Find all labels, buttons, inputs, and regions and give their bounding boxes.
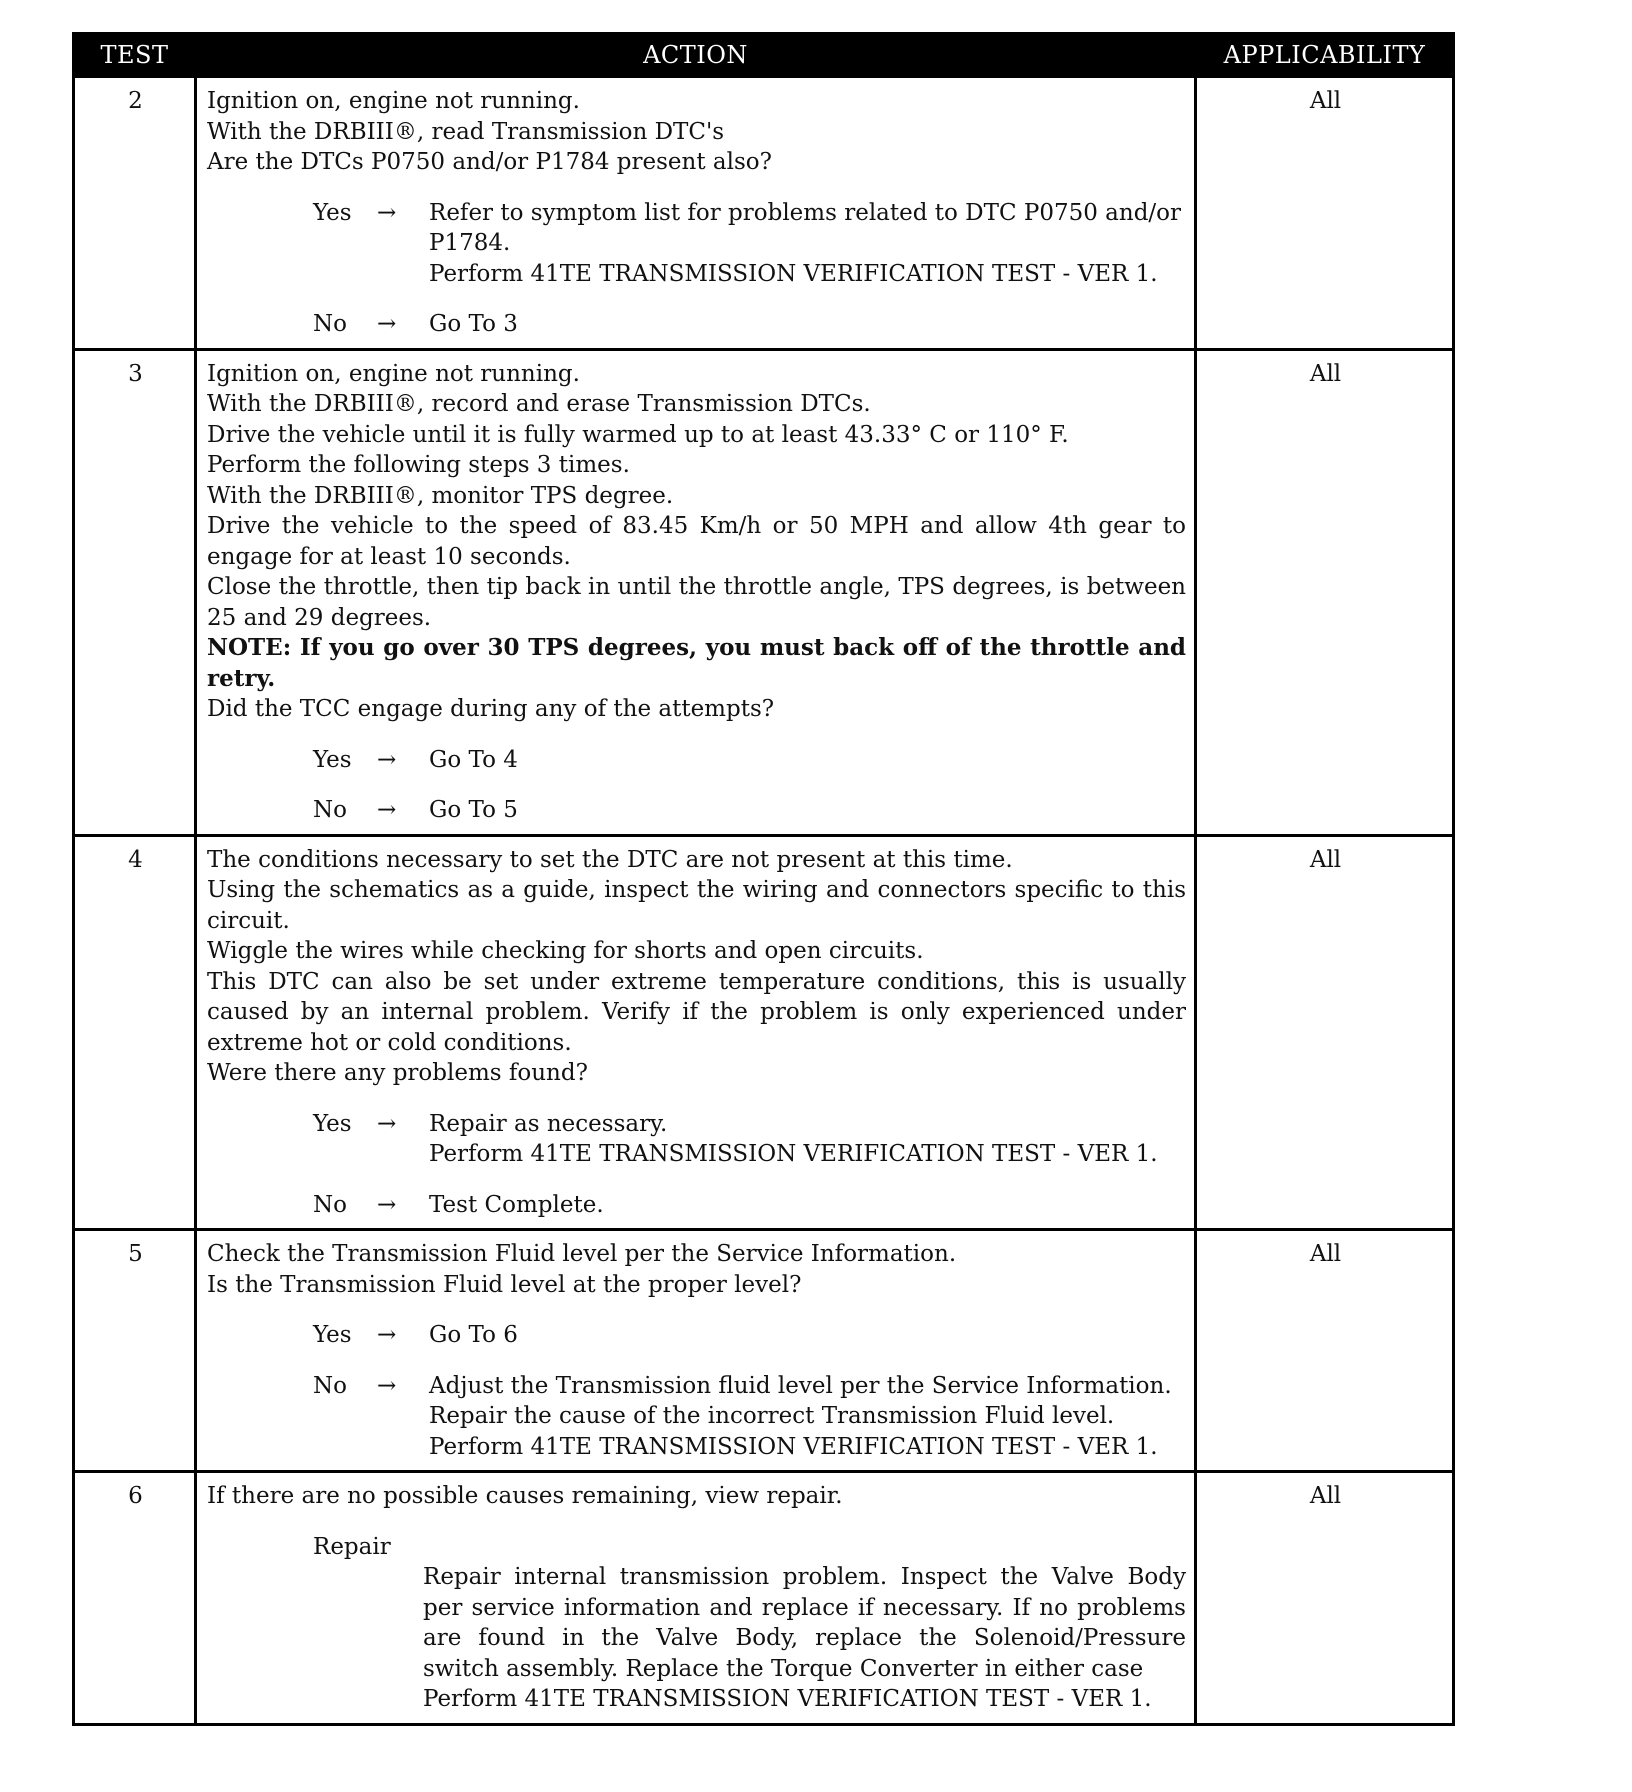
branch-line: Go To 4 — [429, 746, 518, 773]
yes-branch — [207, 745, 1186, 776]
test-row-4 — [74, 835, 1454, 1230]
no-branch — [207, 1371, 1186, 1463]
branch-line: Go To 6 — [429, 1322, 518, 1348]
header-applicability: APPLICABILITY — [1196, 34, 1454, 77]
action-line: Are the DTCs P0750 and/or P1784 present also? — [207, 149, 772, 175]
branch-line: Perform 41TE TRANSMISSION VERIFICATION TEST - VER 1. — [429, 1433, 1158, 1460]
action-line: Using the schematics as a guide, inspect the wiring and connectors specific to this circuit. — [207, 877, 1186, 934]
action-line: The conditions necessary to set the DTC are not present at this time. — [207, 846, 1013, 873]
no-label: No — [313, 311, 347, 337]
diagnostic-test-table — [72, 32, 1455, 1726]
yes-label: Yes — [313, 199, 352, 226]
branch-line: Test Complete. — [429, 1191, 604, 1218]
arrow-icon: → — [377, 797, 397, 823]
question-text: Did the TCC engage during any of the attempts? — [207, 696, 775, 722]
branch-line: Perform 41TE TRANSMISSION VERIFICATION TEST - VER 1. — [429, 260, 1158, 287]
yes-branch — [207, 1109, 1186, 1170]
header-action: ACTION — [196, 34, 1196, 77]
test-row-2 — [74, 77, 1454, 350]
note-text: NOTE: If you go over 30 TPS degrees, you must back off of the throttle and retry. — [207, 634, 1186, 692]
branch-line: Repair the cause of the incorrect Transmission Fluid level. — [429, 1403, 1115, 1429]
yes-branch — [207, 198, 1186, 290]
test-number: 4 — [74, 835, 196, 1230]
test-row-5 — [74, 1230, 1454, 1472]
repair-line: Repair internal transmission problem. Inspect the Valve Body per service information and replace if necessary. If no problems are found in the Valve Body, replace the Solenoid/Pressure switch assembly. Replace the Torque Converter in either case — [423, 1564, 1186, 1682]
action-line: Check the Transmission Fluid level per the Service Information. — [207, 1241, 957, 1267]
action-cell — [196, 77, 1196, 350]
table-header-row — [74, 34, 1454, 77]
arrow-icon: → — [377, 199, 397, 226]
yes-label: Yes — [313, 1322, 352, 1348]
header-test: TEST — [74, 34, 196, 77]
no-branch — [207, 1190, 1186, 1221]
applicability-value: All — [1196, 77, 1454, 350]
no-branch — [207, 795, 1186, 826]
action-cell — [196, 349, 1196, 835]
yes-branch — [207, 1320, 1186, 1351]
action-line: Close the throttle, then tip back in until the throttle angle, TPS degrees, is between 25 and 29 degrees. — [207, 574, 1186, 631]
applicability-value: All — [1196, 1472, 1454, 1725]
test-number: 3 — [74, 349, 196, 835]
yes-label: Yes — [313, 1110, 352, 1137]
action-line: Ignition on, engine not running. — [207, 88, 580, 114]
action-line: Ignition on, engine not running. — [207, 360, 580, 387]
repair-line: Perform 41TE TRANSMISSION VERIFICATION TEST - VER 1. — [423, 1686, 1152, 1712]
yes-label: Yes — [313, 746, 352, 773]
action-cell — [196, 835, 1196, 1230]
applicability-value: All — [1196, 349, 1454, 835]
action-line: Perform the following steps 3 times. — [207, 452, 630, 478]
branch-line: Refer to symptom list for problems related to DTC P0750 and/or P1784. — [429, 199, 1182, 256]
branch-line: Perform 41TE TRANSMISSION VERIFICATION TEST - VER 1. — [429, 1141, 1158, 1167]
no-branch — [207, 309, 1186, 340]
arrow-icon: → — [377, 1110, 397, 1137]
test-row-3 — [74, 349, 1454, 835]
action-line: With the DRBIII®, record and erase Transmission DTCs. — [207, 391, 871, 417]
action-line: Wiggle the wires while checking for shorts and open circuits. — [207, 938, 924, 964]
arrow-icon: → — [377, 746, 397, 773]
no-label: No — [313, 1372, 347, 1399]
arrow-icon: → — [377, 1191, 397, 1218]
repair-label: Repair — [313, 1533, 391, 1560]
arrow-icon: → — [377, 311, 397, 337]
action-line: This DTC can also be set under extreme temperature conditions, this is usually caused by an internal problem. Verify if the problem is only experienced under extreme hot or cold conditions. — [207, 968, 1186, 1056]
action-line: With the DRBIII®, monitor TPS degree. — [207, 482, 674, 509]
test-number: 6 — [74, 1472, 196, 1725]
branch-line: Adjust the Transmission fluid level per the Service Information. — [429, 1372, 1172, 1399]
action-line: Drive the vehicle to the speed of 83.45 Km/h or 50 MPH and allow 4th gear to engage for at least 10 seconds. — [207, 513, 1186, 570]
action-line: Drive the vehicle until it is fully warmed up to at least 43.33° C or 110° F. — [207, 421, 1069, 448]
arrow-icon: → — [377, 1372, 397, 1399]
question-text: Were there any problems found? — [207, 1060, 588, 1086]
test-number: 5 — [74, 1230, 196, 1472]
no-label: No — [313, 797, 347, 823]
applicability-value: All — [1196, 1230, 1454, 1472]
action-cell — [196, 1230, 1196, 1472]
repair-instructions — [423, 1562, 1186, 1715]
branch-line: Go To 3 — [429, 311, 518, 337]
branch-line: Go To 5 — [429, 797, 518, 823]
applicability-value: All — [1196, 835, 1454, 1230]
action-line: If there are no possible causes remaining, view repair. — [207, 1483, 843, 1509]
branch-line: Repair as necessary. — [429, 1110, 668, 1137]
question-text: Is the Transmission Fluid level at the proper level? — [207, 1271, 802, 1298]
arrow-icon: → — [377, 1322, 397, 1348]
no-label: No — [313, 1191, 347, 1218]
test-number: 2 — [74, 77, 196, 350]
action-line: With the DRBIII®, read Transmission DTC's — [207, 118, 725, 145]
action-cell — [196, 1472, 1196, 1725]
test-row-6 — [74, 1472, 1454, 1725]
